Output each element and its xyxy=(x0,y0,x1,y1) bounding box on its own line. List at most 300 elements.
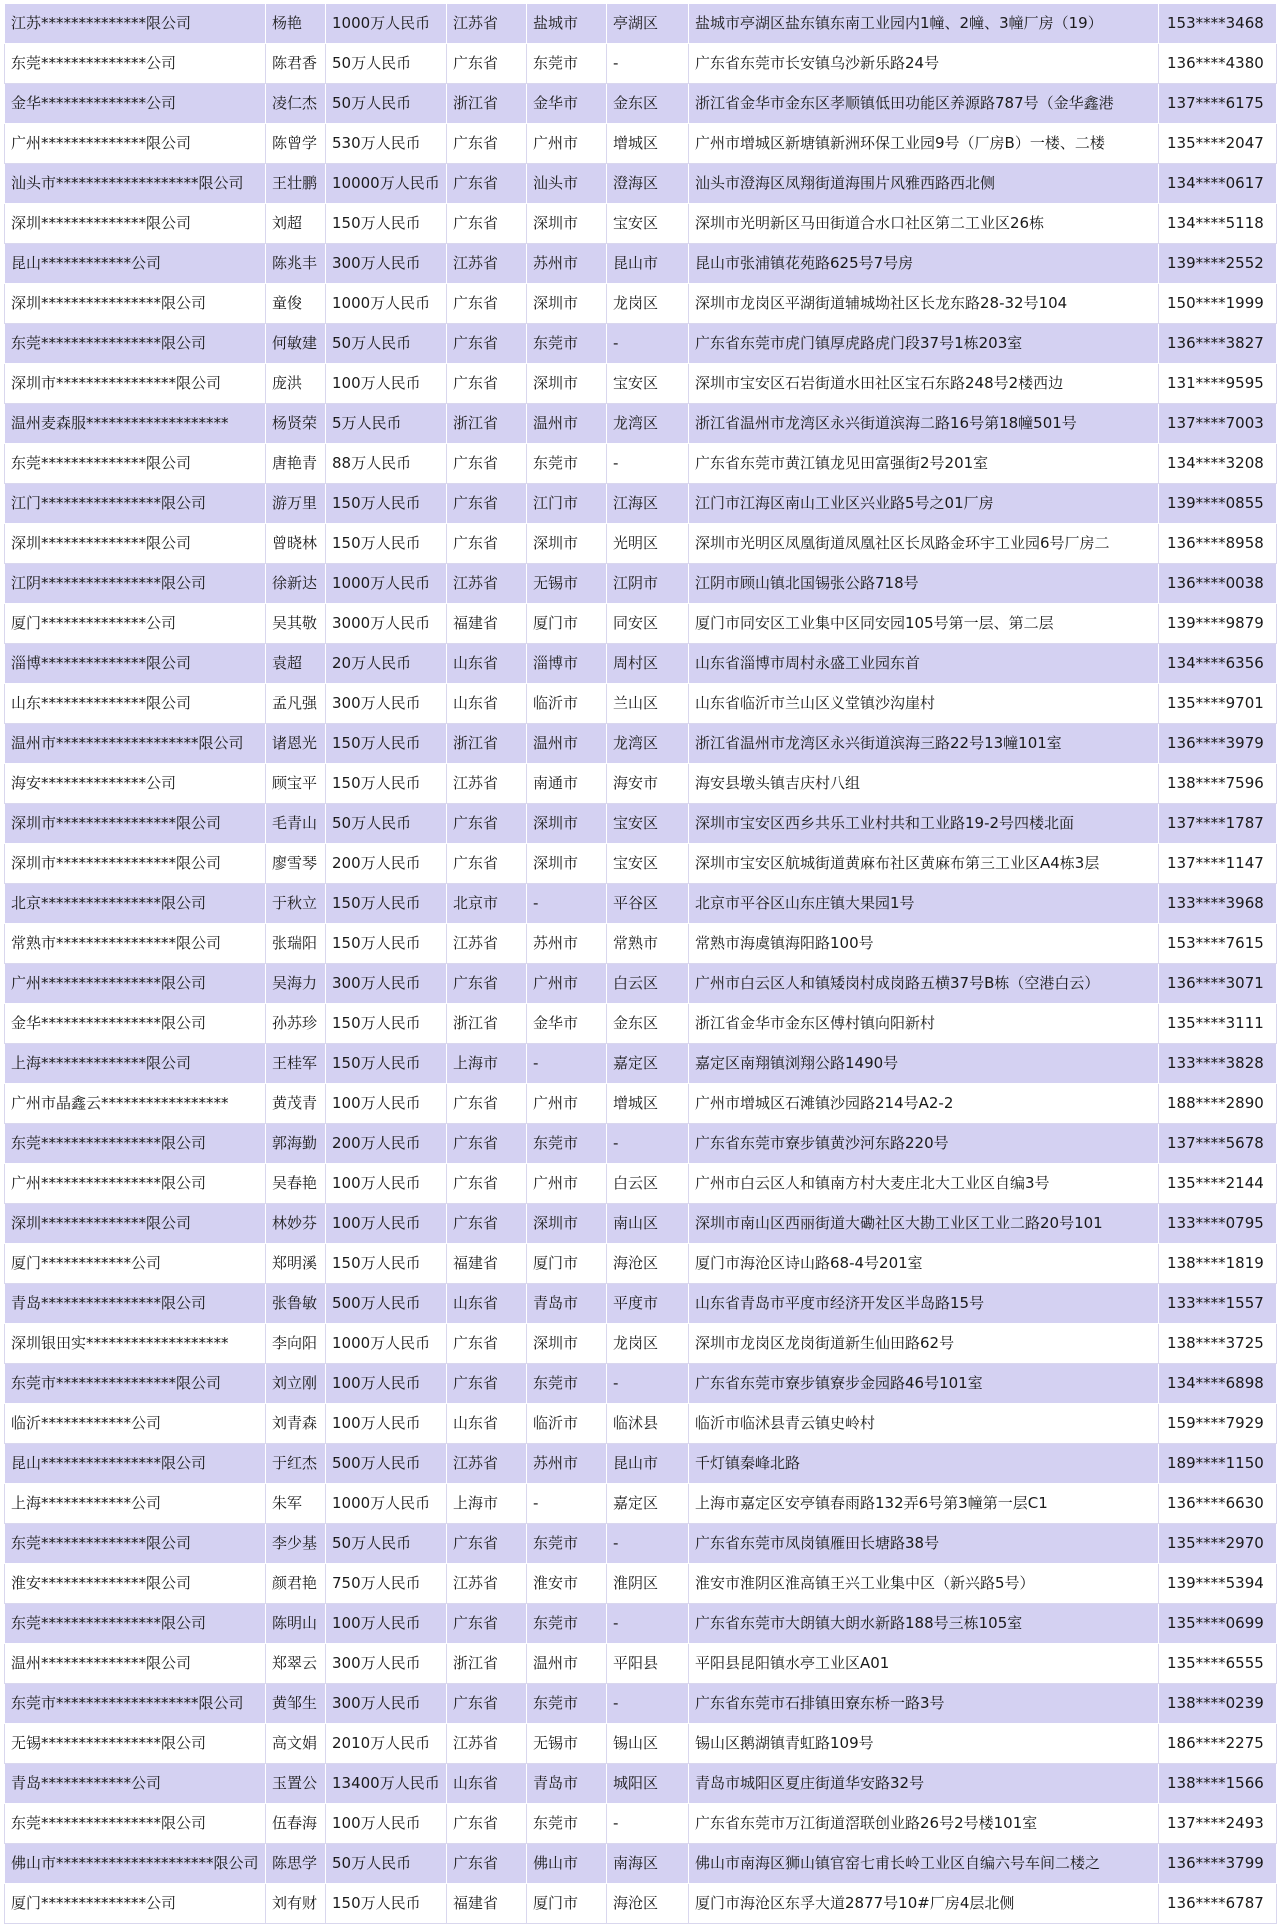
phone-cell: 133****1557 xyxy=(1159,1284,1277,1324)
province-cell: 浙江省 xyxy=(447,1644,527,1684)
address-cell: 浙江省温州市龙湾区永兴街道滨海三路22号13幢101室 xyxy=(689,724,1159,764)
registered-capital-cell: 13400万人民币 xyxy=(326,1764,447,1804)
city-cell: 苏州市 xyxy=(527,244,607,284)
legal-person-cell: 刘青森 xyxy=(266,1404,326,1444)
city-cell: 青岛市 xyxy=(527,1284,607,1324)
registered-capital-cell: 20万人民币 xyxy=(326,644,447,684)
phone-cell: 136****3827 xyxy=(1159,324,1277,364)
legal-person-cell: 游万里 xyxy=(266,484,326,524)
table-row xyxy=(5,284,1277,324)
company-name-cell: 上海************公司 xyxy=(5,1484,266,1524)
address-cell: 深圳市宝安区航城街道黄麻布社区黄麻布第三工业区A4栋3层 xyxy=(689,844,1159,884)
registered-capital-cell: 50万人民币 xyxy=(326,44,447,84)
address-cell: 山东省临沂市兰山区义堂镇沙沟崖村 xyxy=(689,684,1159,724)
address-cell: 江阴市顾山镇北国锡张公路718号 xyxy=(689,564,1159,604)
company-name-cell: 临沂************公司 xyxy=(5,1404,266,1444)
address-cell: 广东省东莞市大朗镇大朗水新路188号三栋105室 xyxy=(689,1604,1159,1644)
city-cell: 南通市 xyxy=(527,764,607,804)
city-cell: 深圳市 xyxy=(527,364,607,404)
legal-person-cell: 颜君艳 xyxy=(266,1564,326,1604)
company-name-cell: 江阴****************限公司 xyxy=(5,564,266,604)
legal-person-cell: 唐艳青 xyxy=(266,444,326,484)
province-cell: 广东省 xyxy=(447,1804,527,1844)
district-cell: 增城区 xyxy=(607,1084,689,1124)
table-row xyxy=(5,644,1277,684)
district-cell: 临沭县 xyxy=(607,1404,689,1444)
company-name-cell: 温州麦森服******************* xyxy=(5,404,266,444)
city-cell: 盐城市 xyxy=(527,4,607,44)
province-cell: 广东省 xyxy=(447,1204,527,1244)
registered-capital-cell: 100万人民币 xyxy=(326,364,447,404)
city-cell: 金华市 xyxy=(527,84,607,124)
province-cell: 江苏省 xyxy=(447,564,527,604)
district-cell: 龙湾区 xyxy=(607,404,689,444)
table-row xyxy=(5,484,1277,524)
address-cell: 佛山市南海区狮山镇官窑七甫长岭工业区自编六号车间二楼之 xyxy=(689,1844,1159,1884)
registered-capital-cell: 1000万人民币 xyxy=(326,4,447,44)
province-cell: 广东省 xyxy=(447,1604,527,1644)
company-name-cell: 东莞****************限公司 xyxy=(5,1604,266,1644)
city-cell: - xyxy=(527,884,607,924)
province-cell: 福建省 xyxy=(447,1884,527,1924)
company-name-cell: 无锡****************限公司 xyxy=(5,1724,266,1764)
legal-person-cell: 杨贤荣 xyxy=(266,404,326,444)
registered-capital-cell: 150万人民币 xyxy=(326,1244,447,1284)
address-cell: 广东省东莞市石排镇田寮东桥一路3号 xyxy=(689,1684,1159,1724)
district-cell: - xyxy=(607,444,689,484)
company-name-cell: 东莞****************限公司 xyxy=(5,324,266,364)
city-cell: 深圳市 xyxy=(527,804,607,844)
city-cell: 淮安市 xyxy=(527,1564,607,1604)
company-name-cell: 厦门************公司 xyxy=(5,1244,266,1284)
company-name-cell: 昆山****************限公司 xyxy=(5,1444,266,1484)
table-row xyxy=(5,124,1277,164)
address-cell: 浙江省金华市金东区孝顺镇低田功能区养源路787号（金华鑫港 xyxy=(689,84,1159,124)
legal-person-cell: 毛青山 xyxy=(266,804,326,844)
province-cell: 广东省 xyxy=(447,1684,527,1724)
city-cell: 温州市 xyxy=(527,724,607,764)
company-name-cell: 常熟市****************限公司 xyxy=(5,924,266,964)
registered-capital-cell: 200万人民币 xyxy=(326,1124,447,1164)
legal-person-cell: 林妙芬 xyxy=(266,1204,326,1244)
phone-cell: 137****7003 xyxy=(1159,404,1277,444)
legal-person-cell: 伍春海 xyxy=(266,1804,326,1844)
legal-person-cell: 诸恩光 xyxy=(266,724,326,764)
registered-capital-cell: 200万人民币 xyxy=(326,844,447,884)
city-cell: 广州市 xyxy=(527,1084,607,1124)
address-cell: 昆山市张浦镇花苑路625号7号房 xyxy=(689,244,1159,284)
company-name-cell: 淄博**************限公司 xyxy=(5,644,266,684)
district-cell: 平度市 xyxy=(607,1284,689,1324)
address-cell: 淮安市淮阴区淮高镇王兴工业集中区（新兴路5号） xyxy=(689,1564,1159,1604)
province-cell: 浙江省 xyxy=(447,404,527,444)
company-name-cell: 东莞****************限公司 xyxy=(5,1124,266,1164)
company-name-cell: 金华****************限公司 xyxy=(5,1004,266,1044)
city-cell: 佛山市 xyxy=(527,1844,607,1884)
registered-capital-cell: 150万人民币 xyxy=(326,764,447,804)
city-cell: 东莞市 xyxy=(527,44,607,84)
address-cell: 江门市江海区南山工业区兴业路5号之01厂房 xyxy=(689,484,1159,524)
phone-cell: 136****8958 xyxy=(1159,524,1277,564)
district-cell: - xyxy=(607,1124,689,1164)
address-cell: 盐城市亭湖区盐东镇东南工业园内1幢、2幢、3幢厂房（19） xyxy=(689,4,1159,44)
phone-cell: 134****5118 xyxy=(1159,204,1277,244)
legal-person-cell: 郑明溪 xyxy=(266,1244,326,1284)
registered-capital-cell: 150万人民币 xyxy=(326,1004,447,1044)
legal-person-cell: 李向阳 xyxy=(266,1324,326,1364)
province-cell: 山东省 xyxy=(447,1404,527,1444)
legal-person-cell: 刘超 xyxy=(266,204,326,244)
legal-person-cell: 孙苏珍 xyxy=(266,1004,326,1044)
company-name-cell: 汕头市*******************限公司 xyxy=(5,164,266,204)
legal-person-cell: 庞洪 xyxy=(266,364,326,404)
company-name-cell: 深圳**************限公司 xyxy=(5,524,266,564)
address-cell: 广州市白云区人和镇南方村大麦庄北大工业区自编3号 xyxy=(689,1164,1159,1204)
company-name-cell: 青岛************公司 xyxy=(5,1764,266,1804)
registered-capital-cell: 300万人民币 xyxy=(326,1684,447,1724)
registered-capital-cell: 1000万人民币 xyxy=(326,284,447,324)
phone-cell: 137****6175 xyxy=(1159,84,1277,124)
province-cell: 北京市 xyxy=(447,884,527,924)
district-cell: 龙岗区 xyxy=(607,1324,689,1364)
phone-cell: 135****0699 xyxy=(1159,1604,1277,1644)
city-cell: 广州市 xyxy=(527,124,607,164)
address-cell: 广州市增城区石滩镇沙园路214号A2-2 xyxy=(689,1084,1159,1124)
district-cell: 昆山市 xyxy=(607,1444,689,1484)
table-row xyxy=(5,364,1277,404)
registered-capital-cell: 2010万人民币 xyxy=(326,1724,447,1764)
address-cell: 厦门市海沧区诗山路68-4号201室 xyxy=(689,1244,1159,1284)
registered-capital-cell: 100万人民币 xyxy=(326,1084,447,1124)
city-cell: 临沂市 xyxy=(527,684,607,724)
registered-capital-cell: 150万人民币 xyxy=(326,724,447,764)
district-cell: 龙湾区 xyxy=(607,724,689,764)
city-cell: 无锡市 xyxy=(527,564,607,604)
registered-capital-cell: 100万人民币 xyxy=(326,1804,447,1844)
registered-capital-cell: 150万人民币 xyxy=(326,1884,447,1924)
phone-cell: 136****3071 xyxy=(1159,964,1277,1004)
address-cell: 嘉定区南翔镇浏翔公路1490号 xyxy=(689,1044,1159,1084)
phone-cell: 188****2890 xyxy=(1159,1084,1277,1124)
district-cell: 嘉定区 xyxy=(607,1044,689,1084)
district-cell: 亭湖区 xyxy=(607,4,689,44)
city-cell: 东莞市 xyxy=(527,444,607,484)
district-cell: 宝安区 xyxy=(607,804,689,844)
phone-cell: 139****5394 xyxy=(1159,1564,1277,1604)
address-cell: 广州市增城区新塘镇新洲环保工业园9号（厂房B）一楼、二楼 xyxy=(689,124,1159,164)
phone-cell: 139****9879 xyxy=(1159,604,1277,644)
company-name-cell: 昆山************公司 xyxy=(5,244,266,284)
phone-cell: 137****2493 xyxy=(1159,1804,1277,1844)
phone-cell: 153****3468 xyxy=(1159,4,1277,44)
address-cell: 广东省东莞市寮步镇寮步金园路46号101室 xyxy=(689,1364,1159,1404)
phone-cell: 137****1147 xyxy=(1159,844,1277,884)
province-cell: 浙江省 xyxy=(447,724,527,764)
district-cell: 白云区 xyxy=(607,964,689,1004)
city-cell: 厦门市 xyxy=(527,604,607,644)
registered-capital-cell: 500万人民币 xyxy=(326,1444,447,1484)
city-cell: 东莞市 xyxy=(527,1124,607,1164)
registered-capital-cell: 750万人民币 xyxy=(326,1564,447,1604)
company-name-cell: 上海**************限公司 xyxy=(5,1044,266,1084)
province-cell: 江苏省 xyxy=(447,1444,527,1484)
address-cell: 厦门市海沧区东孚大道2877号10#厂房4层北侧 xyxy=(689,1884,1159,1924)
table-row xyxy=(5,404,1277,444)
district-cell: 昆山市 xyxy=(607,244,689,284)
district-cell: 淮阴区 xyxy=(607,1564,689,1604)
province-cell: 广东省 xyxy=(447,1324,527,1364)
province-cell: 广东省 xyxy=(447,364,527,404)
address-cell: 广东省东莞市黄江镇龙见田富强街2号201室 xyxy=(689,444,1159,484)
legal-person-cell: 李少基 xyxy=(266,1524,326,1564)
province-cell: 江苏省 xyxy=(447,4,527,44)
table-row xyxy=(5,164,1277,204)
city-cell: 深圳市 xyxy=(527,524,607,564)
table-row xyxy=(5,564,1277,604)
company-name-cell: 青岛****************限公司 xyxy=(5,1284,266,1324)
district-cell: 澄海区 xyxy=(607,164,689,204)
district-cell: 平阳县 xyxy=(607,1644,689,1684)
company-name-cell: 广州**************限公司 xyxy=(5,124,266,164)
province-cell: 广东省 xyxy=(447,324,527,364)
province-cell: 江苏省 xyxy=(447,244,527,284)
legal-person-cell: 于红杰 xyxy=(266,1444,326,1484)
registered-capital-cell: 300万人民币 xyxy=(326,1644,447,1684)
table-row xyxy=(5,1564,1277,1604)
legal-person-cell: 高文娟 xyxy=(266,1724,326,1764)
legal-person-cell: 杨艳 xyxy=(266,4,326,44)
city-cell: 江门市 xyxy=(527,484,607,524)
table-row xyxy=(5,884,1277,924)
legal-person-cell: 陈思学 xyxy=(266,1844,326,1884)
legal-person-cell: 刘有财 xyxy=(266,1884,326,1924)
table-row xyxy=(5,444,1277,484)
province-cell: 广东省 xyxy=(447,1844,527,1884)
district-cell: 江阴市 xyxy=(607,564,689,604)
company-name-cell: 温州市*******************限公司 xyxy=(5,724,266,764)
table-row xyxy=(5,244,1277,284)
table-body xyxy=(5,4,1277,1924)
district-cell: 江海区 xyxy=(607,484,689,524)
company-name-cell: 江苏**************限公司 xyxy=(5,4,266,44)
table-row xyxy=(5,1684,1277,1724)
legal-person-cell: 郭海勤 xyxy=(266,1124,326,1164)
legal-person-cell: 凌仁杰 xyxy=(266,84,326,124)
province-cell: 浙江省 xyxy=(447,84,527,124)
district-cell: 同安区 xyxy=(607,604,689,644)
province-cell: 广东省 xyxy=(447,1084,527,1124)
company-name-cell: 深圳****************限公司 xyxy=(5,284,266,324)
registered-capital-cell: 1000万人民币 xyxy=(326,1324,447,1364)
province-cell: 广东省 xyxy=(447,204,527,244)
registered-capital-cell: 1000万人民币 xyxy=(326,564,447,604)
table-row xyxy=(5,204,1277,244)
phone-cell: 133****3968 xyxy=(1159,884,1277,924)
registered-capital-cell: 50万人民币 xyxy=(326,1844,447,1884)
company-table xyxy=(4,3,1277,1924)
registered-capital-cell: 500万人民币 xyxy=(326,1284,447,1324)
table-row xyxy=(5,1044,1277,1084)
registered-capital-cell: 150万人民币 xyxy=(326,484,447,524)
company-name-cell: 江门****************限公司 xyxy=(5,484,266,524)
address-cell: 深圳市龙岗区平湖街道辅城坳社区长龙东路28-32号104 xyxy=(689,284,1159,324)
district-cell: - xyxy=(607,1364,689,1404)
phone-cell: 131****9595 xyxy=(1159,364,1277,404)
province-cell: 广东省 xyxy=(447,484,527,524)
city-cell: 深圳市 xyxy=(527,284,607,324)
company-name-cell: 深圳**************限公司 xyxy=(5,204,266,244)
address-cell: 青岛市城阳区夏庄街道华安路32号 xyxy=(689,1764,1159,1804)
city-cell: 深圳市 xyxy=(527,204,607,244)
phone-cell: 136****3799 xyxy=(1159,1844,1277,1884)
address-cell: 广东省东莞市凤岗镇雁田长塘路38号 xyxy=(689,1524,1159,1564)
table-row xyxy=(5,524,1277,564)
table-row xyxy=(5,1644,1277,1684)
city-cell: 东莞市 xyxy=(527,1684,607,1724)
company-name-cell: 山东**************限公司 xyxy=(5,684,266,724)
legal-person-cell: 陈兆丰 xyxy=(266,244,326,284)
table-row xyxy=(5,1204,1277,1244)
province-cell: 福建省 xyxy=(447,604,527,644)
table-row xyxy=(5,764,1277,804)
province-cell: 广东省 xyxy=(447,1164,527,1204)
province-cell: 江苏省 xyxy=(447,924,527,964)
table-row xyxy=(5,964,1277,1004)
table-row xyxy=(5,1844,1277,1884)
legal-person-cell: 何敏建 xyxy=(266,324,326,364)
table-row xyxy=(5,1724,1277,1764)
phone-cell: 137****1787 xyxy=(1159,804,1277,844)
legal-person-cell: 于秋立 xyxy=(266,884,326,924)
phone-cell: 137****5678 xyxy=(1159,1124,1277,1164)
table-row xyxy=(5,1084,1277,1124)
district-cell: 龙岗区 xyxy=(607,284,689,324)
phone-cell: 138****1819 xyxy=(1159,1244,1277,1284)
phone-cell: 153****7615 xyxy=(1159,924,1277,964)
address-cell: 广州市白云区人和镇矮岗村成岗路五横37号B栋（空港白云） xyxy=(689,964,1159,1004)
registered-capital-cell: 300万人民币 xyxy=(326,964,447,1004)
province-cell: 山东省 xyxy=(447,1284,527,1324)
table-row xyxy=(5,1444,1277,1484)
district-cell: 金东区 xyxy=(607,1004,689,1044)
company-name-cell: 东莞**************限公司 xyxy=(5,1524,266,1564)
province-cell: 上海市 xyxy=(447,1044,527,1084)
address-cell: 山东省淄博市周村永盛工业园东首 xyxy=(689,644,1159,684)
phone-cell: 135****2970 xyxy=(1159,1524,1277,1564)
company-name-cell: 金华**************公司 xyxy=(5,84,266,124)
province-cell: 广东省 xyxy=(447,1124,527,1164)
district-cell: 兰山区 xyxy=(607,684,689,724)
phone-cell: 136****3979 xyxy=(1159,724,1277,764)
table-row xyxy=(5,604,1277,644)
phone-cell: 138****1566 xyxy=(1159,1764,1277,1804)
legal-person-cell: 吴海力 xyxy=(266,964,326,1004)
province-cell: 广东省 xyxy=(447,524,527,564)
address-cell: 临沂市临沭县青云镇史岭村 xyxy=(689,1404,1159,1444)
phone-cell: 136****0038 xyxy=(1159,564,1277,604)
legal-person-cell: 黄茂青 xyxy=(266,1084,326,1124)
phone-cell: 139****0855 xyxy=(1159,484,1277,524)
company-table-sheet xyxy=(4,3,1276,1924)
address-cell: 千灯镇秦峰北路 xyxy=(689,1444,1159,1484)
table-row xyxy=(5,1124,1277,1164)
registered-capital-cell: 100万人民币 xyxy=(326,1604,447,1644)
legal-person-cell: 陈曾学 xyxy=(266,124,326,164)
registered-capital-cell: 10000万人民币 xyxy=(326,164,447,204)
registered-capital-cell: 50万人民币 xyxy=(326,324,447,364)
city-cell: 临沂市 xyxy=(527,1404,607,1444)
city-cell: 温州市 xyxy=(527,1644,607,1684)
company-name-cell: 厦门**************公司 xyxy=(5,604,266,644)
table-row xyxy=(5,44,1277,84)
legal-person-cell: 袁超 xyxy=(266,644,326,684)
district-cell: 平谷区 xyxy=(607,884,689,924)
city-cell: 深圳市 xyxy=(527,1324,607,1364)
address-cell: 海安县墩头镇吉庆村八组 xyxy=(689,764,1159,804)
table-row xyxy=(5,844,1277,884)
phone-cell: 159****7929 xyxy=(1159,1404,1277,1444)
phone-cell: 134****3208 xyxy=(1159,444,1277,484)
legal-person-cell: 刘立刚 xyxy=(266,1364,326,1404)
legal-person-cell: 徐新达 xyxy=(266,564,326,604)
address-cell: 常熟市海虞镇海阳路100号 xyxy=(689,924,1159,964)
address-cell: 平阳县昆阳镇水亭工业区A01 xyxy=(689,1644,1159,1684)
province-cell: 上海市 xyxy=(447,1484,527,1524)
company-name-cell: 深圳市****************限公司 xyxy=(5,364,266,404)
phone-cell: 138****0239 xyxy=(1159,1684,1277,1724)
city-cell: - xyxy=(527,1484,607,1524)
address-cell: 广东省东莞市万江街道滘联创业路26号2号楼101室 xyxy=(689,1804,1159,1844)
address-cell: 广东省东莞市寮步镇黄沙河东路220号 xyxy=(689,1124,1159,1164)
province-cell: 广东省 xyxy=(447,804,527,844)
legal-person-cell: 张鲁敏 xyxy=(266,1284,326,1324)
address-cell: 深圳市宝安区西乡共乐工业村共和工业路19-2号四楼北面 xyxy=(689,804,1159,844)
district-cell: - xyxy=(607,1804,689,1844)
registered-capital-cell: 150万人民币 xyxy=(326,204,447,244)
company-name-cell: 深圳**************限公司 xyxy=(5,1204,266,1244)
address-cell: 深圳市龙岗区龙岗街道新生仙田路62号 xyxy=(689,1324,1159,1364)
legal-person-cell: 王壮鹏 xyxy=(266,164,326,204)
district-cell: 周村区 xyxy=(607,644,689,684)
district-cell: 海沧区 xyxy=(607,1244,689,1284)
table-row xyxy=(5,1404,1277,1444)
city-cell: 温州市 xyxy=(527,404,607,444)
legal-person-cell: 黄邹生 xyxy=(266,1684,326,1724)
legal-person-cell: 曾晓林 xyxy=(266,524,326,564)
province-cell: 广东省 xyxy=(447,1364,527,1404)
registered-capital-cell: 300万人民币 xyxy=(326,684,447,724)
phone-cell: 139****2552 xyxy=(1159,244,1277,284)
registered-capital-cell: 150万人民币 xyxy=(326,884,447,924)
province-cell: 江苏省 xyxy=(447,1724,527,1764)
legal-person-cell: 张瑞阳 xyxy=(266,924,326,964)
registered-capital-cell: 1000万人民币 xyxy=(326,1484,447,1524)
registered-capital-cell: 50万人民币 xyxy=(326,84,447,124)
district-cell: 宝安区 xyxy=(607,844,689,884)
legal-person-cell: 吴春艳 xyxy=(266,1164,326,1204)
registered-capital-cell: 3000万人民币 xyxy=(326,604,447,644)
company-name-cell: 东莞市*******************限公司 xyxy=(5,1684,266,1724)
city-cell: 深圳市 xyxy=(527,844,607,884)
phone-cell: 189****1150 xyxy=(1159,1444,1277,1484)
address-cell: 广东省东莞市长安镇乌沙新乐路24号 xyxy=(689,44,1159,84)
province-cell: 山东省 xyxy=(447,684,527,724)
table-row xyxy=(5,1804,1277,1844)
district-cell: 常熟市 xyxy=(607,924,689,964)
address-cell: 北京市平谷区山东庄镇大果园1号 xyxy=(689,884,1159,924)
city-cell: 深圳市 xyxy=(527,1204,607,1244)
registered-capital-cell: 150万人民币 xyxy=(326,524,447,564)
